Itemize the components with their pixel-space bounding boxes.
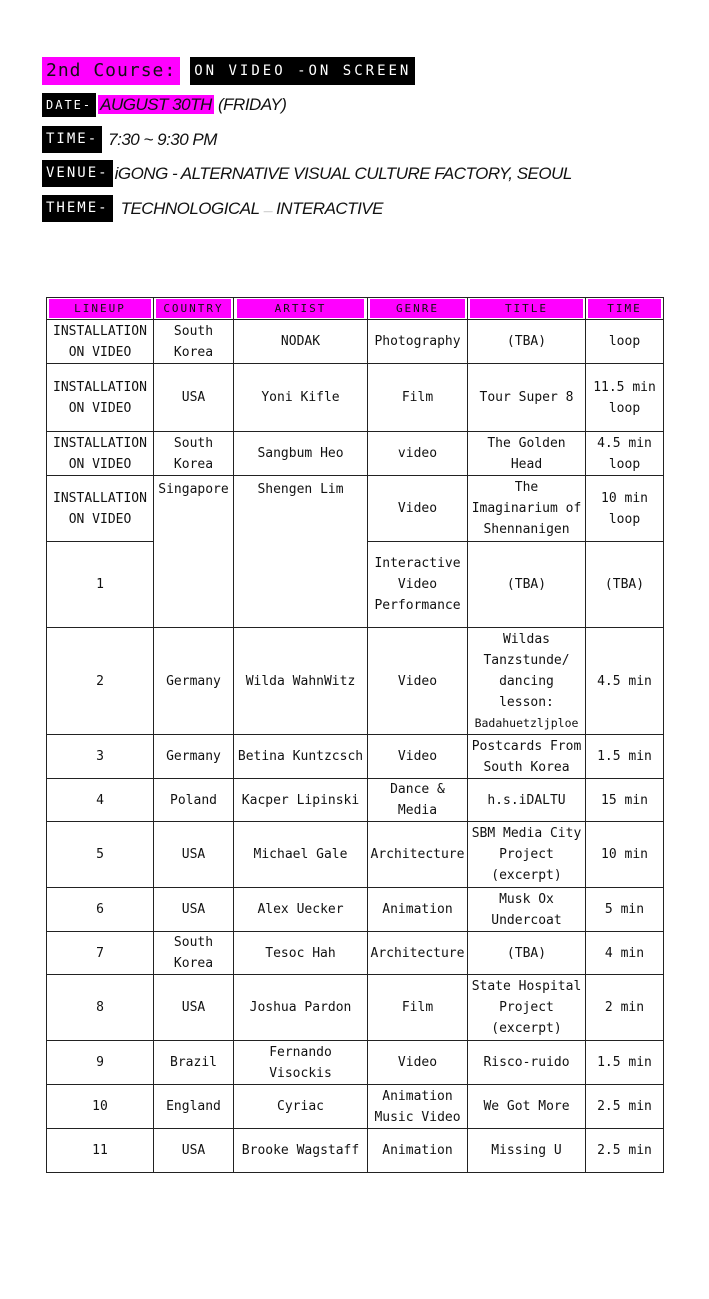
- cell-country: South Korea: [154, 320, 234, 364]
- header-genre: GENRE: [368, 298, 468, 320]
- cell-time: 11.5 min loop: [586, 364, 664, 432]
- table-row: [47, 432, 664, 476]
- time-value: 7:30 ~ 9:30 PM: [108, 129, 217, 149]
- cell-artist: Wilda WahnWitz: [234, 628, 368, 735]
- cell-genre: Interactive Video Performance: [368, 542, 468, 628]
- cell-title: (TBA): [468, 320, 586, 364]
- table-row: [47, 1129, 664, 1173]
- table-row: [47, 1085, 664, 1129]
- cell-country: South Korea: [154, 932, 234, 975]
- cell-lineup: 5: [47, 822, 154, 888]
- cell-artist: Tesoc Hah: [234, 932, 368, 975]
- cell-lineup: 1: [47, 542, 154, 628]
- cell-artist: Betina Kuntzcsch: [234, 735, 368, 779]
- cell-genre: Animation: [368, 888, 468, 932]
- table-row: [47, 628, 664, 735]
- cell-artist: NODAK: [234, 320, 368, 364]
- cell-time: loop: [586, 320, 664, 364]
- cell-country: Brazil: [154, 1041, 234, 1085]
- cell-country: Singapore: [154, 476, 234, 628]
- cell-genre: Film: [368, 364, 468, 432]
- theme-line: [42, 195, 383, 222]
- cell-country: Germany: [154, 735, 234, 779]
- header-title: TITLE: [468, 298, 586, 320]
- cell-artist: Alex Uecker: [234, 888, 368, 932]
- table-row: [47, 364, 664, 432]
- cell-time: 1.5 min: [586, 735, 664, 779]
- table-header-row: [47, 298, 664, 320]
- cell-title-subtext: Badahuetzljploe: [474, 715, 579, 730]
- cell-artist: Shengen Lim: [234, 476, 368, 628]
- cell-country: USA: [154, 822, 234, 888]
- cell-title: h.s.iDALTU: [468, 779, 586, 822]
- cell-time: 2.5 min: [586, 1085, 664, 1129]
- cell-time: 5 min: [586, 888, 664, 932]
- cell-title: (TBA): [468, 542, 586, 628]
- cell-time: 1.5 min: [586, 1041, 664, 1085]
- course-label: 2nd Course:: [42, 57, 180, 85]
- cell-lineup: 4: [47, 779, 154, 822]
- cell-title: The Golden Head: [468, 432, 586, 476]
- cell-title: Postcards From South Korea: [468, 735, 586, 779]
- cell-genre: Film: [368, 975, 468, 1041]
- table-row: [47, 779, 664, 822]
- theme-value-1: TECHNOLOGICAL: [120, 198, 260, 218]
- theme-label: THEME-: [42, 195, 113, 222]
- cell-lineup: 7: [47, 932, 154, 975]
- cell-artist: Joshua Pardon: [234, 975, 368, 1041]
- cell-title: The Imaginarium of Shennanigen: [468, 476, 586, 542]
- table-row: [47, 932, 664, 975]
- cell-title: Missing U: [468, 1129, 586, 1173]
- cell-country: Germany: [154, 628, 234, 735]
- cell-time: 2 min: [586, 975, 664, 1041]
- cell-country: South Korea: [154, 432, 234, 476]
- cell-time: 10 min loop: [586, 476, 664, 542]
- cell-title: Risco-ruido: [468, 1041, 586, 1085]
- cell-genre: Architecture: [368, 822, 468, 888]
- lineup-table: [46, 297, 664, 1173]
- cell-title: Musk Ox Undercoat: [468, 888, 586, 932]
- cell-lineup: INSTALLATION ON VIDEO: [47, 432, 154, 476]
- cell-lineup: INSTALLATION ON VIDEO: [47, 320, 154, 364]
- table-row: [47, 320, 664, 364]
- header-time: TIME: [586, 298, 664, 320]
- cell-genre: Video: [368, 476, 468, 542]
- time-label: TIME-: [42, 126, 102, 153]
- cell-title: State Hospital Project (excerpt): [468, 975, 586, 1041]
- cell-title: (TBA): [468, 932, 586, 975]
- cell-artist: Yoni Kifle: [234, 364, 368, 432]
- cell-genre: Photography: [368, 320, 468, 364]
- cell-time: 15 min: [586, 779, 664, 822]
- header-artist: ARTIST: [234, 298, 368, 320]
- cell-title: We Got More: [468, 1085, 586, 1129]
- cell-title: SBM Media City Project (excerpt): [468, 822, 586, 888]
- theme-value-2: INTERACTIVE: [276, 198, 383, 218]
- header-country: COUNTRY: [154, 298, 234, 320]
- time-line: [42, 126, 217, 153]
- theme-separator: —: [263, 205, 273, 216]
- venue-line: [42, 160, 572, 187]
- cell-artist: Cyriac: [234, 1085, 368, 1129]
- venue-label: VENUE-: [42, 160, 113, 187]
- cell-artist: Fernando Visockis: [234, 1041, 368, 1085]
- cell-genre: Dance & Media: [368, 779, 468, 822]
- cell-title: [468, 628, 586, 735]
- cell-country: USA: [154, 1129, 234, 1173]
- table-row: [47, 975, 664, 1041]
- cell-lineup: 9: [47, 1041, 154, 1085]
- cell-genre: Video: [368, 628, 468, 735]
- course-heading: [42, 57, 415, 85]
- cell-artist: Kacper Lipinski: [234, 779, 368, 822]
- cell-genre: Animation: [368, 1129, 468, 1173]
- venue-value: iGONG - ALTERNATIVE VISUAL CULTURE FACTORY, SEOUL: [114, 163, 572, 183]
- cell-time: 10 min: [586, 822, 664, 888]
- cell-country: USA: [154, 888, 234, 932]
- cell-lineup: 11: [47, 1129, 154, 1173]
- cell-country: USA: [154, 364, 234, 432]
- course-title: ON VIDEO -ON SCREEN: [190, 57, 415, 85]
- table-row: [47, 735, 664, 779]
- cell-lineup: INSTALLATION ON VIDEO: [47, 476, 154, 542]
- table-row: [47, 888, 664, 932]
- cell-lineup: 10: [47, 1085, 154, 1129]
- cell-genre: Animation Music Video: [368, 1085, 468, 1129]
- cell-country: England: [154, 1085, 234, 1129]
- date-label: DATE-: [42, 93, 96, 117]
- cell-time: (TBA): [586, 542, 664, 628]
- cell-time: 2.5 min: [586, 1129, 664, 1173]
- cell-genre: video: [368, 432, 468, 476]
- table-row: [47, 822, 664, 888]
- cell-lineup: 2: [47, 628, 154, 735]
- cell-country: USA: [154, 975, 234, 1041]
- cell-lineup: 6: [47, 888, 154, 932]
- table-row: [47, 476, 664, 542]
- cell-genre: Video: [368, 735, 468, 779]
- cell-time: 4.5 min: [586, 628, 664, 735]
- table-row: [47, 1041, 664, 1085]
- cell-country: Poland: [154, 779, 234, 822]
- cell-lineup: 3: [47, 735, 154, 779]
- header-lineup: LINEUP: [47, 298, 154, 320]
- cell-title: Tour Super 8: [468, 364, 586, 432]
- cell-genre: Architecture: [368, 932, 468, 975]
- cell-genre: Video: [368, 1041, 468, 1085]
- date-line: [42, 93, 286, 117]
- date-day: (FRIDAY): [218, 95, 287, 114]
- cell-title-text: Wildas Tanzstunde/ dancing lesson:: [483, 631, 570, 710]
- cell-artist: Brooke Wagstaff: [234, 1129, 368, 1173]
- cell-lineup: INSTALLATION ON VIDEO: [47, 364, 154, 432]
- cell-time: 4.5 min loop: [586, 432, 664, 476]
- date-value: AUGUST 30TH: [100, 95, 212, 114]
- cell-time: 4 min: [586, 932, 664, 975]
- cell-lineup: 8: [47, 975, 154, 1041]
- cell-artist: Sangbum Heo: [234, 432, 368, 476]
- cell-artist: Michael Gale: [234, 822, 368, 888]
